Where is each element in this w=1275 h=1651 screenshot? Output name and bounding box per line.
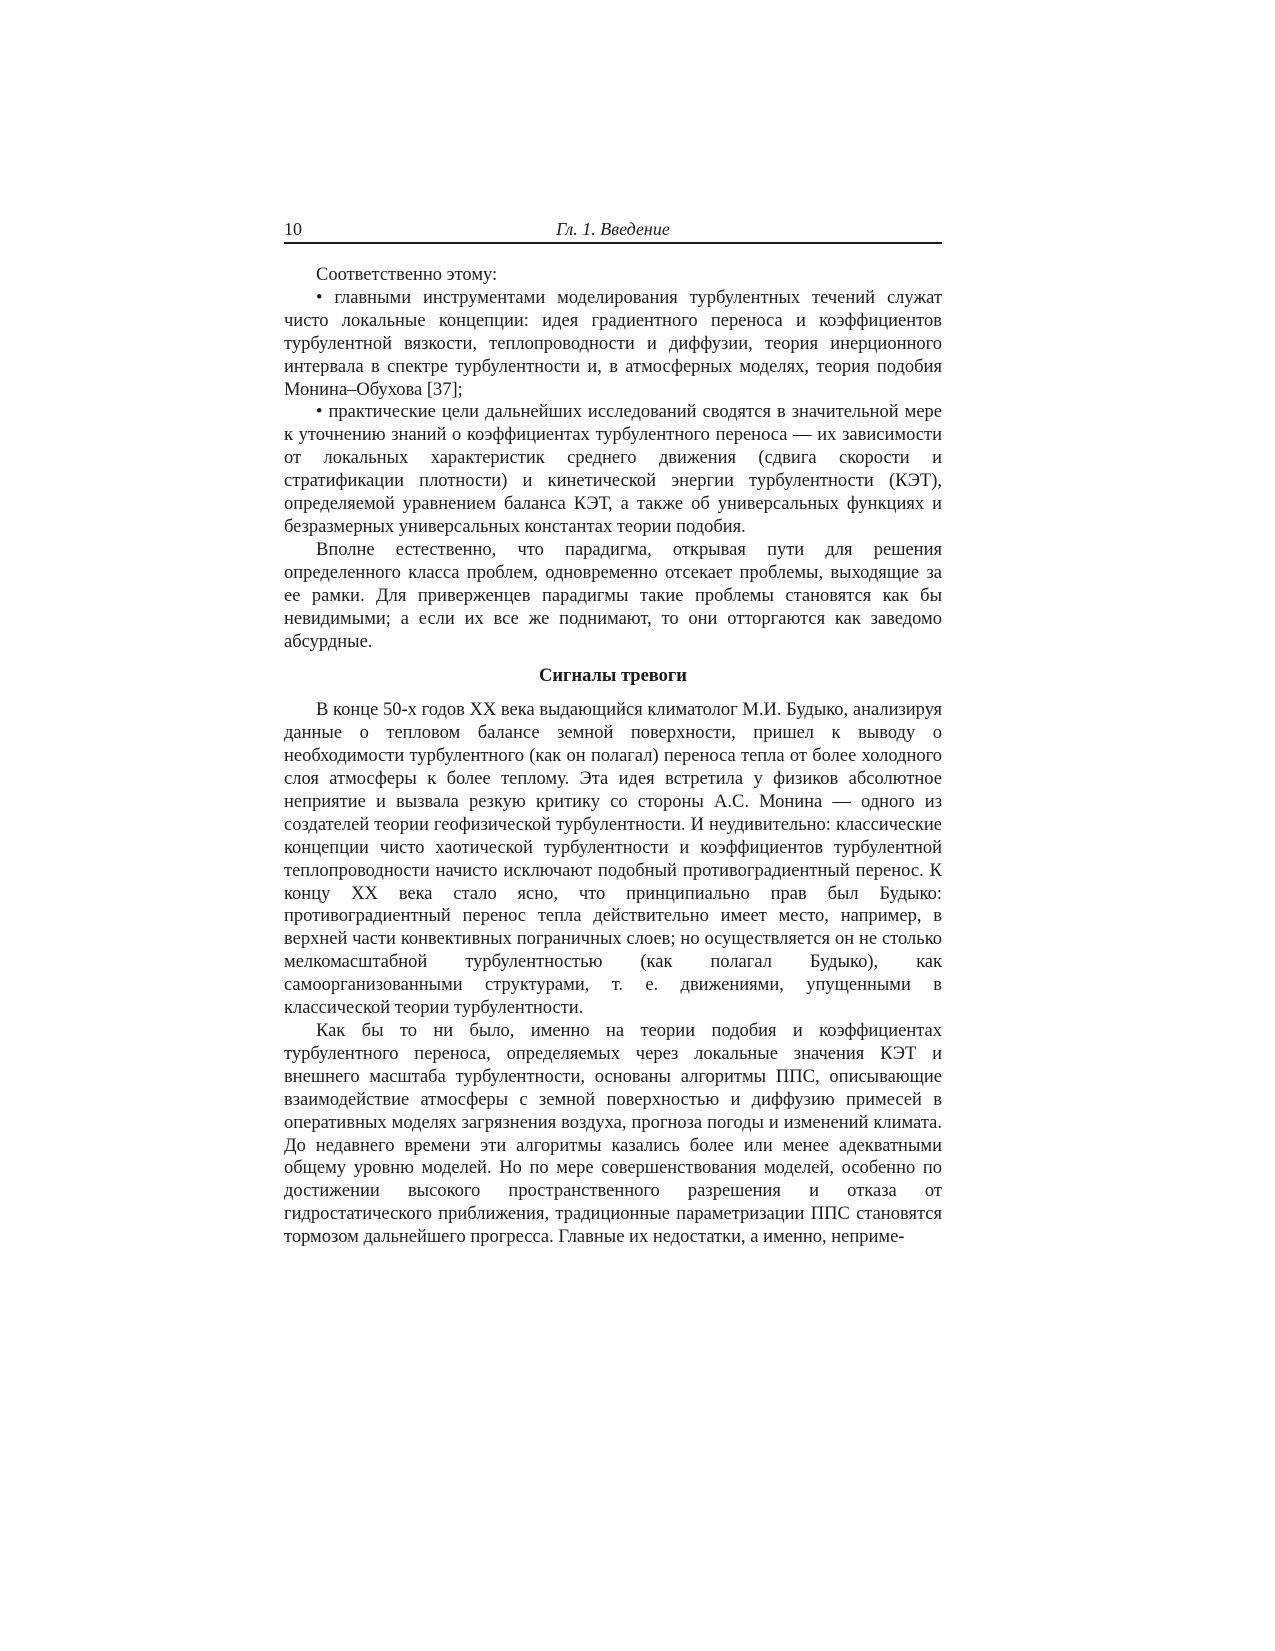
body-text (284, 264, 942, 1249)
paragraph-paradigm: Вполне естественно, что парадигма, открывая пути для решения определенного класса проблем, одновременно отсекает проблемы, выходящие за ее рамки. Для приверженцев парадигмы такие проблемы становятся как бы невидимыми; а если их все же поднимают, то они отторгаются как заведомо абсурдные. (284, 539, 942, 652)
paragraph-pps: Как бы то ни было, именно на теории подобия и коэффициентах турбулентного переноса, определяемых через локальные значения КЭТ и внешнего масштаба турбулентности, основаны алгоритмы ППС, описывающие взаимодействие атмосферы с земной поверхностью и диффузию примесей в оперативных моделях загрязнения воздуха, прогноза погоды и изменений климата. До недавнего времени эти алгоритмы казались более или менее адекватными общему уровню моделей. Но по мере совершенствования моделей, особенно по достижении высокого пространственного разрешения и отказа от гидростатического приближения, традиционные параметризации ППС становятся тормозом дальнейшего прогресса. Главные их недостатки, а именно, неприме- (284, 1021, 942, 1248)
bullet-item-2: • практические цели дальнейших исследований сводятся в значительной мере к уточнению знаний о коэффициентах турбулентного переноса — их зависимости от локальных характеристик среднего движения (сдвига скорости и стратификации плотности) и кинетической энергии турбулентности (КЭТ), определяемой уравнением баланса КЭТ, а также об универсальных функциях и безразмерных универсальных константах теории подобия. (284, 402, 942, 537)
page-number: 10 (284, 219, 302, 239)
book-page (284, 212, 942, 1249)
paragraph-budyko: В конце 50-х годов XX века выдающийся климатолог М.И. Будыко, анализируя данные о тепловом балансе земной поверхности, пришел к выводу о необходимости турбулентного (как он полагал) переноса тепла от более холодного слоя атмосферы к более теплому. Эта идея встретила у физиков абсолютное неприятие и вызвала резкую критику со стороны А.С. Монина — одного из создателей теории геофизической турбулентности. И неудивительно: классические концепции чисто хаотической турбулентности и коэффициентов турбулентной теплопроводности начисто исключают подобный противоградиентный перенос. К концу XX века стало ясно, что принципиально прав был Будыко: противоградиентный перенос тепла действительно имеет место, например, в верхней части конвективных пограничных слоев; но осуществляется он не столько мелкомасштабной турбулентностью (как полагал Будыко), как самоорганизованными структурами, т. е. движениями, упущенными в классической теории турбулентности. (284, 700, 942, 1019)
section-heading: Сигналы тревоги (539, 666, 687, 687)
intro-paragraph: Соответственно этому: (316, 265, 498, 285)
running-head (284, 212, 942, 244)
chapter-title: Гл. 1. Введение (556, 219, 670, 239)
bullet-item-1: • главными инструментами моделирования турбулентных течений служат чисто локальные концепции: идея градиентного переноса и коэффициентов турбулентной вязкости, теплопроводности и диффузии, теория инерционного интервала в спектре турбулентности и, в атмосферных моделях, теория подобия Монина–Обухова [37]; (284, 287, 942, 400)
